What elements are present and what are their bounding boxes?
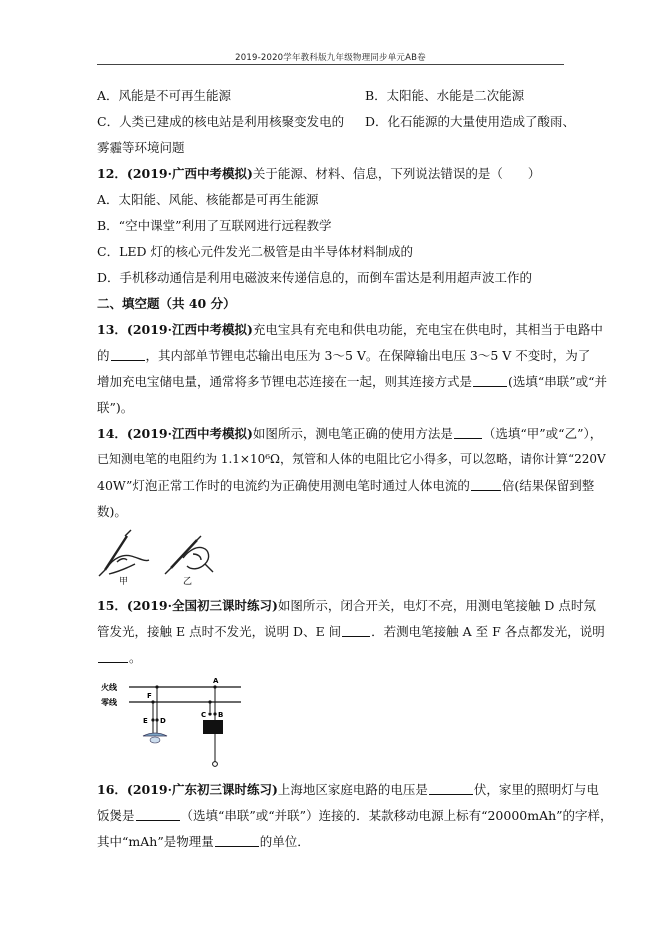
question-15-line3 [97,648,142,666]
q11-option-d-line2: 雾霾等环境问题 [97,140,185,155]
question-source: (2019·广东初三课时练习) [126,782,278,797]
question-13-line1 [97,320,603,338]
question-source: (2019·全国初三课时练习) [126,598,278,613]
answer-blank[interactable] [136,808,180,821]
question-text: 充电宝具有充电和供电功能，充电宝在供电时，其相当于电路中 [252,322,603,337]
question-source: (2019·广西中考模拟) [126,166,253,181]
question-text: 关于能源、材料、信息，下列说法错误的是（ ） [252,166,541,181]
question-13-line4: 联”)。 [97,400,134,415]
q12-option-b: B．“空中课堂”利用了互联网进行远程教学 [97,218,332,233]
q11-option-c: C．人类已建成的核电站是利用核聚变发电的 [97,114,345,129]
answer-blank[interactable] [473,374,507,387]
node-e [151,718,154,721]
appliance-box [203,720,223,734]
question-text: （选填“串联”或“并联”）连接的．某款移动电源上标有“20000mAh”的字样， [180,808,613,823]
question-text: 上海地区家庭电路的电压是 [277,782,428,797]
question-14-line2: 已知测电笔的电阻约为 1.1×10⁶Ω，氖管和人体的电阻比它小得多，可以忽略，请你计算“220V [97,452,606,466]
lamp-shade [143,733,167,736]
question-source: (2019·江西中考模拟) [126,426,253,441]
header-rule [97,64,564,65]
live-wire-label: 火线 [101,683,117,692]
question-16-line3 [97,832,310,850]
q12-option-a: A．太阳能、风能、核能都是可再生能源 [97,192,319,207]
question-text: 其中“mAh”是物理量 [97,834,214,849]
node-live-lamp [155,685,158,688]
node-a [213,685,216,688]
plug-terminal [213,762,218,767]
node-f [151,700,154,703]
answer-blank[interactable] [471,478,501,491]
neutral-wire-label: 零线 [101,698,117,707]
q12-option-d: D．手机移动通信是利用电磁波来传递信息的，而倒车雷达是利用超声波工作的 [97,270,533,285]
label-a: A [213,677,219,685]
question-text: 。 [129,650,142,665]
section-title: 二、填空题（共 40 分） [97,296,236,311]
question-text: ，其内部单节锂电芯输出电压为 3～5 V。在保障输出电压 3～5 V 不变时，为了 [145,348,591,363]
node-neutral-switch [208,700,211,703]
question-15-line1 [97,596,596,614]
test-pen-figure [97,528,217,588]
question-text: 管发光，接触 E 点时不发光，说明 D、E 间 [97,624,342,639]
circuit-figure [97,674,247,770]
page-header: 2019-2020学年教科版九年级物理同步单元AB卷 [235,53,426,63]
lamp-bulb [150,737,160,743]
hand-jia-illustration [99,530,149,576]
label-c: C [201,711,207,719]
label-d: D [160,717,166,725]
node-b [213,712,216,715]
node-d [155,718,158,721]
question-text: 伏，家里的照明灯与电 [473,782,599,797]
answer-blank[interactable] [98,650,128,663]
question-text: 如图所示，闭合开关，电灯不亮，用测电笔接触 D 点时氖 [277,598,596,613]
label-f: F [147,692,152,700]
question-text: ．若测电笔接触 A 至 F 各点都发光，说明 [371,624,605,639]
question-15-line2 [97,622,605,640]
question-16-line1 [97,780,599,798]
question-number: 12． [97,166,127,181]
question-text: (选填“串联”或“并 [508,374,608,389]
question-14-line4: 数)。 [97,504,127,519]
question-text: （选填“甲”或“乙”）， [482,426,603,441]
question-12-stem [97,164,540,182]
q11-option-b: B．太阳能、水能是二次能源 [365,88,525,103]
q11-option-d-line1: D．化石能源的大量使用造成了酸雨、 [365,114,576,129]
label-yi: 乙 [183,577,193,587]
question-13-line2 [97,346,590,364]
label-jia: 甲 [119,577,129,587]
question-number: 16． [97,782,127,797]
answer-blank[interactable] [111,348,145,361]
question-text: 增加充电宝储电量，通常将多节锂电芯连接在一起，则其连接方式是 [97,374,473,389]
answer-blank[interactable] [454,426,482,439]
question-14-line3 [97,476,594,494]
question-text: 如图所示，测电笔正确的使用方法是 [252,426,453,441]
answer-blank[interactable] [342,624,370,637]
label-e: E [143,717,148,725]
node-c [208,712,211,715]
q12-option-c: C．LED 灯的核心元件发光二极管是由半导体材料制成的 [97,244,413,259]
question-source: (2019·江西中考模拟) [126,322,253,337]
question-16-line2 [97,806,613,824]
question-text: 倍(结果保留到整 [501,478,595,493]
question-number: 15． [97,598,127,613]
question-text: 40W”灯泡正常工作时的电流约为正确使用测电笔时通过人体电流的 [97,478,470,493]
q11-option-a: A．风能是不可再生能源 [97,88,232,103]
question-text: 的 [97,348,110,363]
question-13-line3 [97,372,607,390]
answer-blank[interactable] [215,834,259,847]
question-number: 13． [97,322,127,337]
question-number: 14． [97,426,127,441]
hand-yi-illustration [165,536,213,574]
question-text: 的单位． [259,834,310,849]
question-14-line1 [97,424,602,442]
label-b: B [218,711,224,719]
question-text: 饭煲是 [97,808,135,823]
answer-blank[interactable] [429,782,473,795]
